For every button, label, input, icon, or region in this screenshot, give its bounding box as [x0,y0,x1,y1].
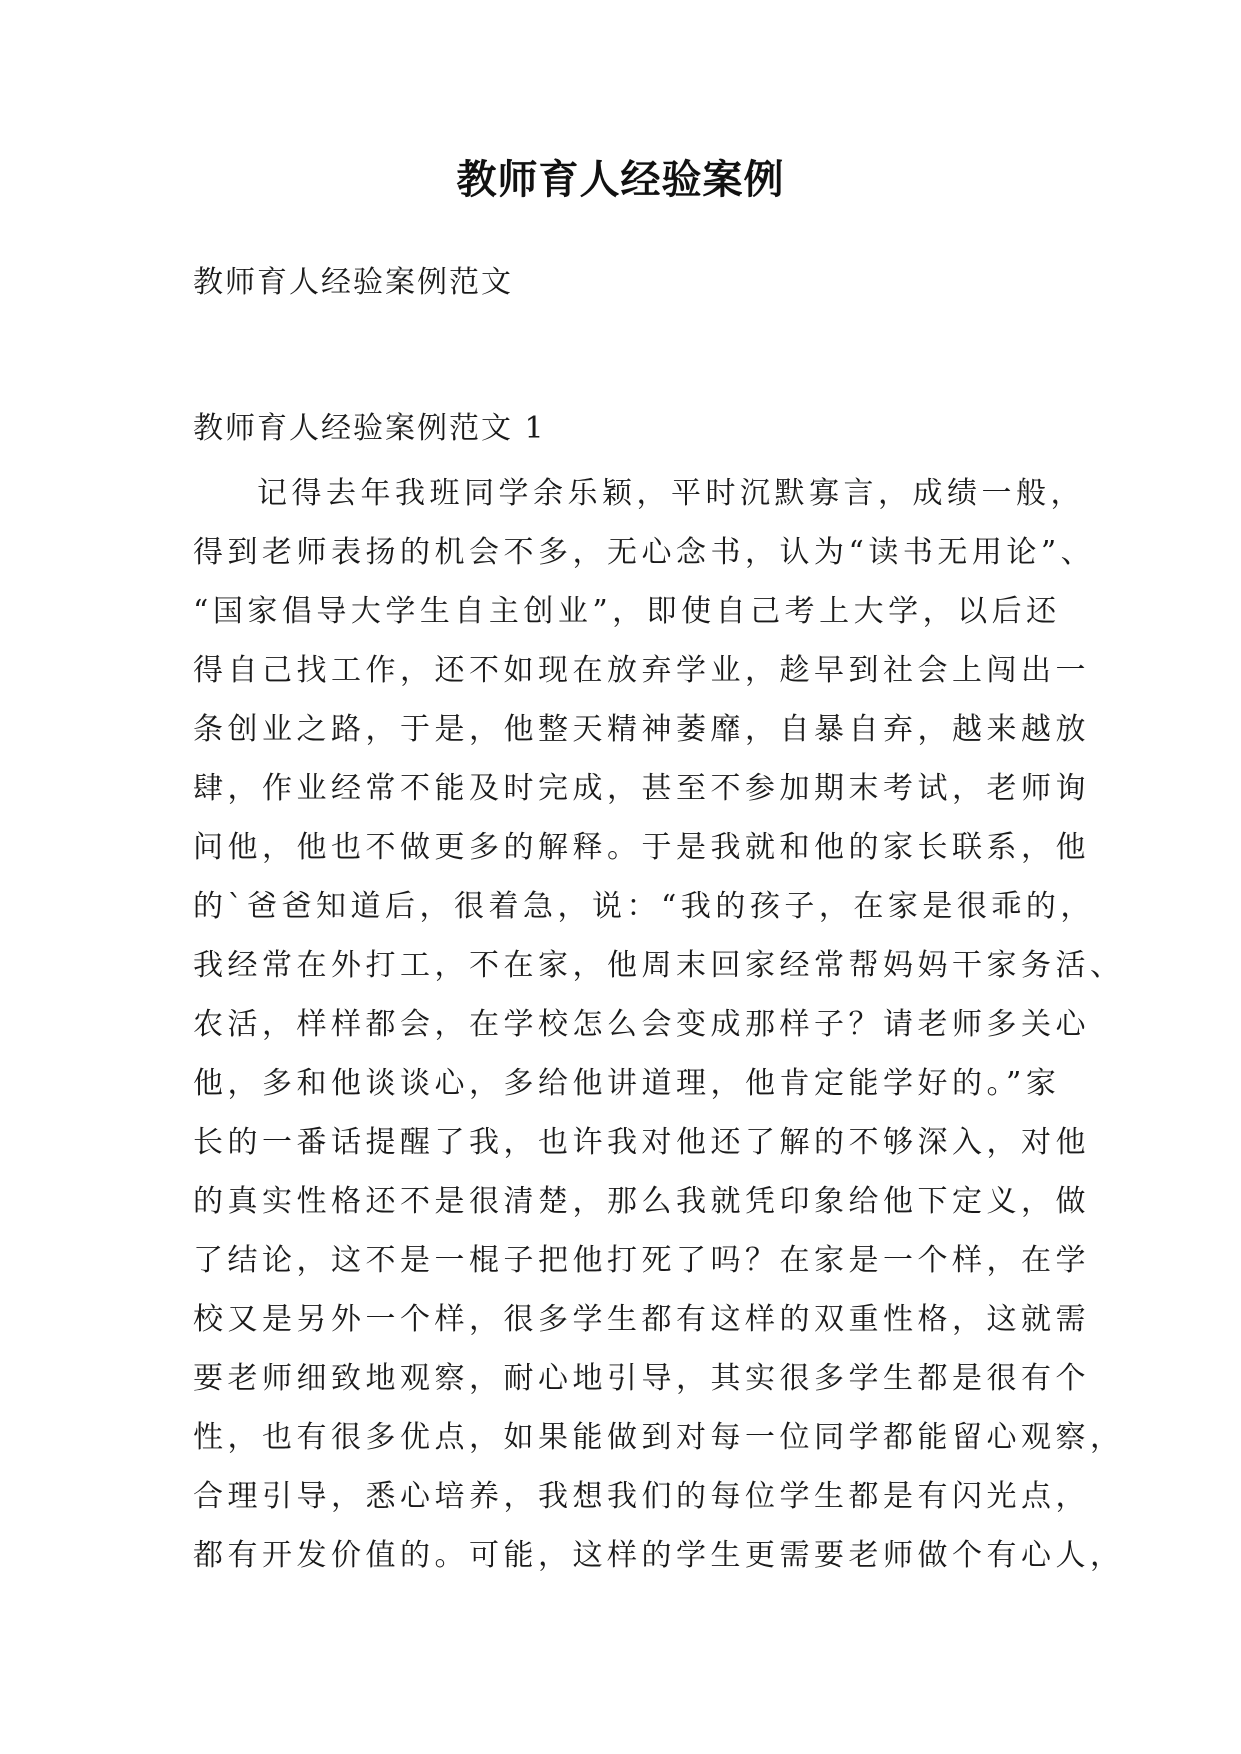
body-line: 性，也有很多优点，如果能做到对每一位同学都能留心观察， [193,1420,1125,1455]
body-line: 了结论，这不是一棍子把他打死了吗？在家是一个样，在学 [193,1243,1090,1278]
body-line: 农活，样样都会，在学校怎么会变成那样子？请老师多关心 [193,1007,1090,1042]
body-line: 的`爸爸知道后，很着急，说：“我的孩子，在家是很乖的， [193,889,1095,924]
body-line: 合理引导，悉心培养，我想我们的每位学生都是有闪光点， [193,1479,1090,1514]
body-line: 记得去年我班同学余乐颖，平时沉默寡言，成绩一般， [257,476,1085,511]
body-line: 得到老师表扬的机会不多，无心念书，认为“读书无用论”、 [193,535,1096,570]
document-title: 教师育人经验案例 [456,157,785,203]
body-text [193,464,1125,1585]
body-line: 校又是另外一个样，很多学生都有这样的双重性格，这就需 [193,1302,1090,1337]
body-line: 长的一番话提醒了我，也许我对他还了解的不够深入，对他 [193,1125,1090,1160]
body-line: 的真实性格还不是很清楚，那么我就凭印象给他下定义，做 [193,1184,1090,1219]
body-line: 条创业之路，于是，他整天精神萎靡，自暴自弃，越来越放 [193,712,1090,747]
section-heading: 教师育人经验案例范文 1 [193,411,546,446]
document-subtitle: 教师育人经验案例范文 [193,265,513,300]
body-line: 他，多和他谈谈心，多给他讲道理，他肯定能学好的。”家 [193,1066,1061,1101]
body-line: “国家倡导大学生自主创业”，即使自己考上大学，以后还 [193,594,1061,629]
body-line: 问他，他也不做更多的解释。于是我就和他的家长联系，他 [193,830,1090,865]
body-line: 都有开发价值的。可能，这样的学生更需要老师做个有心人， [193,1538,1125,1573]
body-line: 肆，作业经常不能及时完成，甚至不参加期末考试，老师询 [193,771,1090,806]
body-line: 我经常在外打工，不在家，他周末回家经常帮妈妈干家务活、 [193,948,1125,983]
body-line: 得自己找工作，还不如现在放弃学业，趁早到社会上闯出一 [193,653,1090,688]
body-line: 要老师细致地观察，耐心地引导，其实很多学生都是很有个 [193,1361,1090,1396]
